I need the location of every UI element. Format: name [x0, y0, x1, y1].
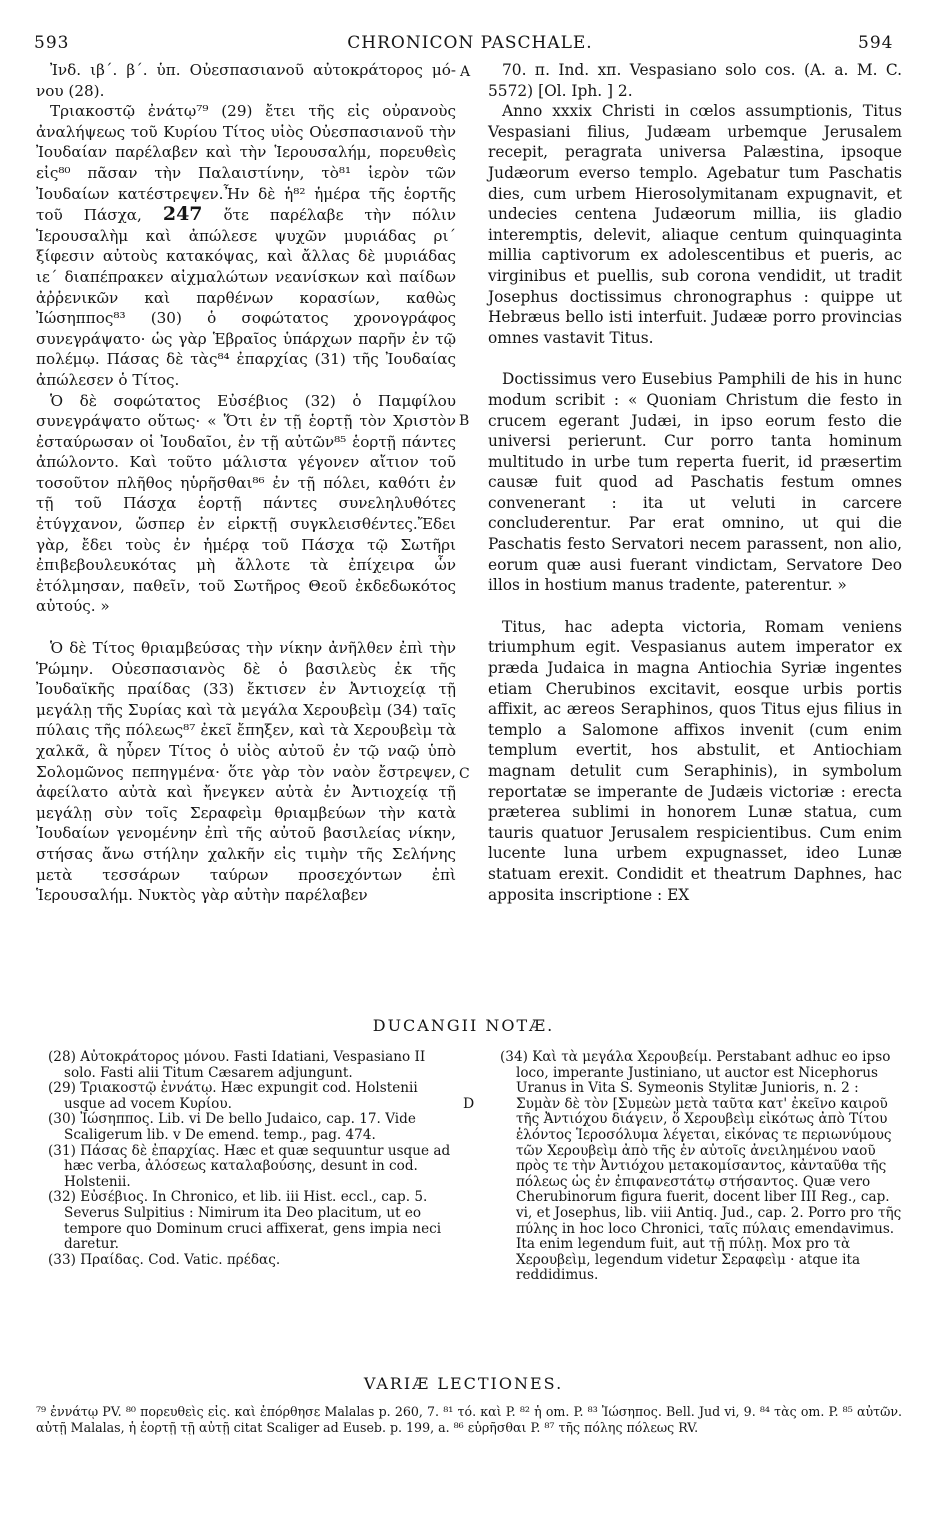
ducange-notes-title: DUCANGII NOTÆ. [372, 1016, 555, 1035]
latin-paragraph: Doctissimus vero Eusebius Pamphili de his in hunc modum scribit : « Quoniam Christum die festo in crucem egerant Judæi, in ipso eorum festo die universi perierunt. Cur porro tanta hominum multitudo in urbe tum reperta fuerit, id præsertim causæ fuit quod ad Paschatis festum omnes convenerant : ita ut veluti in carcere concluderentur. Par erat omnino, ut qui die Paschatis festo Servatori necem parassent, non alio, eorum quæ ausi fuerant vindictam, Servatore Deo illos in hostium manus tradente, paterentur. » [488, 370, 902, 595]
margin-letter-c: C [459, 766, 470, 782]
margin-letter-b: B [459, 413, 470, 429]
latin-paragraph: Titus, hac adepta victoria, Romam veniens triumphum egit. Vespasianus autem imperator ex præda Judaica in magna Antiochia Syriæ ingentes etiam Cherubinos excitavit, eosque urbis portis affixit, ac æreos Seraphinos, quos Titus ejus filius in templo a Salomone affixos invenit (cum enim templum evertit, hos abstulit, et Antiochiam magnam detulit cum Seraphinis), in symbolum reportatæ se imperante de Judæis victoriæ : erecta præterea sublimi in honorem Lunæ statua, cum tauris quatuor Jerusalem respicientibus. Cum enim lucente luna urbem expugnasset, ideo Lunæ statuam erexit. Condidit et theatrum Daphnes, hac apposita inscriptione : EX [488, 617, 902, 904]
greek-text: ὅτε παρέλαβε τὴν πόλιν Ἱερουσαλὴμ καὶ ἀπώλεσε ψυχῶν μυριάδας ρι΄ ξίφεσιν αὐτοὺς κατακόψας, καὶ ἄλλας δὲ μυριάδας ιε΄ διαπέπρακεν αἰχμαλώτων νεανίσκων καὶ παίδων ἀῤῥενικῶν καὶ παρθένων κορασίων, καθὼς Ἰώσηππος⁸³ (30) ὁ σοφώτατος χρονογράφος συνεγράψατο· ὡς γὰρ Ἑβραῖος ὑπάρχων παρῆν ἐν τῷ πολέμῳ. Πάσας δὲ τὰς⁸⁴ ἐπαρχίας (31) τῆς Ἰουδαίας ἀπώλεσεν ὁ Τίτος. [36, 206, 457, 389]
note-item: (32) Εὐσέβιος. In Chronico, et lib. iii Hist. eccl., cap. 5. Severus Sulpitius : Nimirum ita Deo placitum, ut eo tempore quo Dominum cruci affixerat, gens impia neci daretur. [48, 1189, 442, 1253]
edition-page-number: 247 [162, 203, 203, 226]
left-page-number: 593 [34, 33, 70, 53]
right-page-number: 594 [858, 33, 894, 53]
note-item: (30) Ἰώσηππος. Lib. vi De bello Judaico, cap. 17. Vide Scaligerum lib. v De emend. temp., pag. 474. [48, 1111, 416, 1143]
greek-paragraph: Ὁ δὲ σοφώτατος Εὐσέβιος (32) ὁ Παμφίλου συνεγράψατο οὕτως· « Ὅτι ἐν τῇ ἑορτῇ τὸν Χριστὸν ἐσταύρωσαν οἱ Ἰουδαῖοι, ἐν τῇ αὐτῶν⁸⁵ ἑορτῇ πάντες ἀπώλοντο. Καὶ τοῦτο μάλιστα γέγονεν αἴτιον τοῦ τοσοῦτον πλῆθος ηὑρῆσθαι⁸⁶ ἐν τῇ πόλει, καθότι ἐν τῇ τοῦ Πάσχα ἑορτῇ πάντες συνεληλυθότες ἐτύγχανον, ὥσπερ ἐν εἱρκτῇ συγκλεισθέντες.Ἔδει γὰρ, ἔδει τοὺς ἐν ἡμέρᾳ τοῦ Πάσχα τῷ Σωτῆρι ἐπιβεβουλευκότας μὴ ἄλλοτε τὰ ἐπίχειρα ὧν ἐτόλμησαν, παθεῖν, τοῦ Σωτῆρος Θεοῦ ἐκδεδωκότος αὐτούς. » [36, 391, 456, 616]
variae-lectiones-text: ⁷⁹ ἐννάτῳ PV. ⁸⁰ πορευθεὶς εἰς. καὶ ἐπόρθησε Malalas p. 260, 7. ⁸¹ τό. καὶ P. ⁸² ἡ om. P. ⁸³ Ἰώσηπος. Bell. Jud vi, 9. ⁸⁴ τὰς om. P. ⁸⁵ αὐτῶν. αὐτῇ Malalas, ἡ ἑορτῇ τῇ αὐτῇ citat Scaliger ad Euseb. p. 199, a. ⁸⁶ εὑρῆσθαι P. ⁸⁷ τῆς πόλης πόλεως RV. [36, 1404, 902, 1435]
note-item: (31) Πάσας δὲ ἐπαρχίας. Hæc et quæ sequuntur usque ad hæc verba, ἀλόσεως καταλαβούσης, desunt in cod. Holstenii. [48, 1142, 451, 1190]
note-item: (28) Αὐτοκράτορος μόνου. Fasti Idatiani, Vespasiano II solo. Fasti alii Titum Cæsarem adjungunt. [48, 1049, 426, 1081]
margin-letter-d: D [463, 1096, 475, 1112]
greek-paragraph: Ἰνδ. ιβ΄. β΄. ὑπ. Οὐεσπασιανοῦ αὐτοκράτορος μό-νου (28). [36, 61, 456, 100]
margin-letter-a: A [460, 64, 471, 80]
running-title: CHRONICON PASCHALE. [347, 33, 593, 53]
latin-paragraph: Anno xxxix Christi in cœlos assumptionis, Titus Vespasiani filius, Judæam urbemque Jerusalem recepit, peragrata universa Palæstina, ipsoque Judæorum everso templo. Agebatur tum Paschatis dies, cum urbem Hierosolymitanam expugnavit, et undecies centena Judæorum millia, iis gladio interemptis, delevit, aliaque centum quinquaginta millia captivorum ex adolescentibus et pueris, ac virginibus et puellis, sub corona vendidit, ut tradit Josephus doctissimus chronographus : quippe ut Hebræus bello isti interfuit. Judææ porro provincias omnes vastavit Titus. [488, 102, 902, 347]
ducange-notes-right [488, 1050, 902, 1284]
greek-paragraph [36, 101, 456, 390]
note-item: (29) Τριακοστῷ ἐννάτῳ. Hæc expungit cod. Holstenii usque ad vocem Κυρίου. [48, 1080, 418, 1112]
latin-column [488, 60, 902, 905]
greek-text: Τριακοστῷ ἐνάτῳ⁷⁹ (29) ἔτει τῆς εἰς οὐρανοὺς ἀναλήψεως τοῦ Κυρίου Τίτος υἱὸς Οὐεσπασιανοῦ τὴν Ἰουδαίαν παρέλαβεν καὶ τὴν Ἱερουσαλήμ, πορευθεὶς εἰς⁸⁰ πᾶσαν τὴν Παλαιστίνην, τὸ⁸¹ ἱερὸν τῶν Ἰουδαίων κατέστρεψεν.Ἦν δὲ ἡ⁸² ἡμέρα τῆς ἑορτῆς τοῦ Πάσχα, [36, 102, 456, 225]
latin-paragraph: 70. п. Ind. xп. Vespasiano solo cos. (A. a. M. C. 5572) [Ol. Iph. ] 2. [488, 61, 902, 100]
variae-lectiones-title: VARIÆ LECTIONES. [363, 1374, 564, 1393]
note-item: (34) Καὶ τὰ μεγάλα Χερουβείμ. Perstabant adhuc eo ipso loco, imperante Justiniano, ut auctor est Nicephorus Uranus in Vita S. Symeonis Stylitæ Junioris, n. 2 : Συμὰν δὲ τὸν [Συμεὼν μετὰ ταῦτα κατ' ἐκεῖνο καιροῦ τῆς Ἀντιόχου διάγειν, ὅ Χερουβεὶμ εἰκότως ἀπὸ Τίτου ἑλόντος Ἱεροσόλυμα λέγεται, εἰκόνας τε περιωνύμους τῶν Χερουβεὶμ ἀπὸ τῆς ἐν αὐτοῖς ἀνειλημένου ναοῦ πρὸς τε τὴν Ἀντιόχου μετακομίσαντος, κἀνταῦθα τῆς πόλεως ὡς ἐν ἐπιφανεστάτῳ στήσαντος. Quæ vero Cherubinorum figura fuerit, docent liber III Reg., cap. vi, et Josephus, lib. viii Antiq. Jud., cap. 2. Porro pro τῆς πύλης in hoc loco Chronici, ταῖς πύλαις emendavimus. Ita enim legendum fuit, aut τῇ πύλῃ. Mox pro τὰ Χερουβεὶμ, legendum videtur Σεραφεὶμ · atque ita reddidimus. [500, 1049, 902, 1284]
greek-paragraph: Ὁ δὲ Τίτος θριαμβεύσας τὴν νίκην ἀνῆλθεν ἐπὶ τὴν Ῥώμην. Οὐεσπασιανὸς δὲ ὁ βασιλεὺς ἐκ τῆς Ἰουδαϊκῆς πραίδας (33) ἔκτισεν ἐν Ἀντιοχείᾳ τῇ μεγάλῃ τῆς Συρίας καὶ τὰ μεγάλα Χερουβεὶμ (34) ταῖς πύλαις τῆς πόλεως⁸⁷ ἐκεῖ ἔπηξεν, καὶ τὰ Χερουβεὶμ τὰ χαλκᾶ, ἃ ηὗρεν Τίτος ὁ υἱὸς αὐτοῦ ἐν τῷ ναῷ ὑπὸ Σολομῶνος πεπηγμένα· ὅτε γὰρ τὸν ναὸν ἔστρεψεν, ἀφείλατο αὐτὰ καὶ ἤνεγκεν αὐτὰ ἐν Ἀντιοχείᾳ τῇ μεγάλῃ σὺν τοῖς Σεραφεὶμ θριαμβεύων τὴν κατὰ Ἰουδαίων γενομένην ἐπὶ τῆς αὐτοῦ βασιλείας νίκην, στήσας ἄνω στήλην χαλκῆν εἰς τιμὴν τῆς Σελήνης μετὰ τεσσάρων ταύρων προσεχόντων ἐπὶ Ἱερουσαλήμ. Νυκτὸς γὰρ αὐτὴν παρέλαβεν [36, 639, 456, 905]
greek-column [36, 60, 456, 906]
ducange-notes-left [36, 1050, 456, 1268]
note-item: (33) Πραίδας. Cod. Vatic. πρέδας. [48, 1251, 281, 1268]
